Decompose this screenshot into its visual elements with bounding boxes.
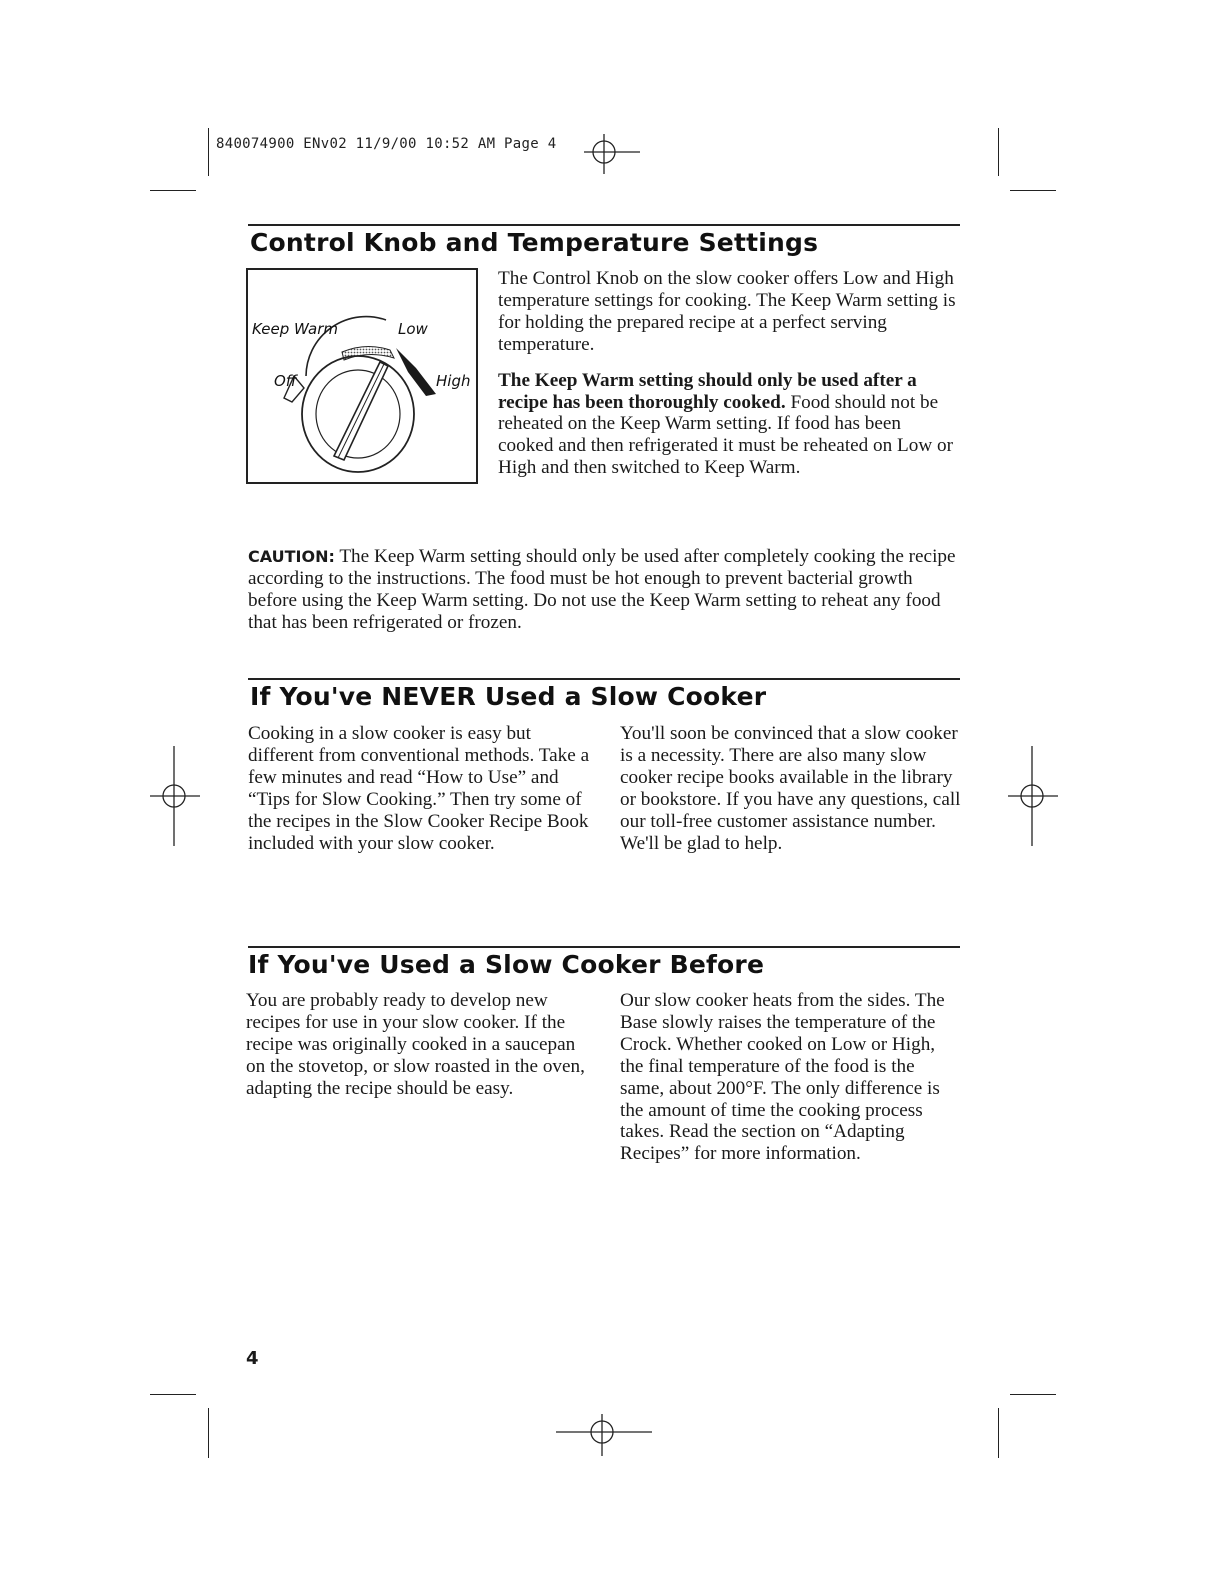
knob-label-keep-warm: Keep Warm [252,320,339,338]
never-used-column-1: Cooking in a slow cooker is easy but different from conventional methods. Take a few minutes and read “How to Use” and “Tips for Slow Cooking.” Then try some of the recipes in the Slow Cooker Recipe Book included with your slow cooker. [248,723,590,854]
keep-warm-warning-rest: Food should not be reheated on the Keep Warm setting. If food has been cooked and then refrigerated it must be reheated on Low or High and then switched to Keep Warm. [498,391,953,479]
crop-mark-bottom-left-vertical [208,1408,209,1458]
used-before-column-1: You are probably ready to develop new recipes for use in your slow cooker. If the recipe was originally cooked in a saucepan on the stovetop, or slow roasted in the oven, adapting the recipe should be easy. [246,990,585,1099]
knob-label-high: High [436,372,471,390]
never-used-column-2: You'll soon be convinced that a slow cooker is a necessity. There are also many slow cooker recipe books available in the library or bookstore. If you have any questions, call our toll-free customer assistance number. We'll be glad to help. [620,723,961,854]
registration-mark-top-icon [584,130,640,180]
control-knob-text [498,268,960,479]
print-slug: 840074900 ENv02 11/9/00 10:52 AM Page 4 [216,136,557,152]
keep-warm-warning-bold: The Keep Warm setting should only be used after a recipe has been thoroughly cooked. [498,369,917,413]
crop-mark-top-left-vertical [208,128,209,176]
section-rule-control-knob [248,224,960,226]
crop-mark-top-right-horizontal [1010,190,1056,191]
knob-label-off: Off [274,372,297,390]
section-rule-never-used [248,678,960,680]
control-knob-paragraph-2 [498,370,960,480]
heading-never-used: If You've NEVER Used a Slow Cooker [250,682,767,711]
crop-mark-top-left-horizontal [150,190,196,191]
page-number: 4 [246,1348,259,1369]
crop-mark-top-right-vertical [998,128,999,176]
crop-mark-bottom-right-vertical [998,1408,999,1458]
control-knob-paragraph-1: The Control Knob on the slow cooker offers Low and High temperature settings for cooking. The Keep Warm setting is for holding the prepared recipe at a perfect serving temperature. [498,268,956,355]
knob-label-low: Low [398,320,428,338]
caution-label: CAUTION: [248,547,335,566]
section-rule-used-before [248,946,960,948]
used-before-column-2: Our slow cooker heats from the sides. The Base slowly raises the temperature of the Crock. Whether cooked on Low or High, the final temperature of the food is the same, about 200°F. The only difference is the amount of time the cooking process takes. Read the section on “Adapting Recipes” for more information. [620,990,945,1165]
control-knob-diagram [246,268,478,484]
heading-control-knob: Control Knob and Temperature Settings [250,228,819,257]
registration-mark-left-icon [148,746,202,846]
crop-mark-bottom-right-horizontal [1010,1394,1056,1395]
caution-text: The Keep Warm setting should only be used after completely cooking the recipe according to the instructions. The food must be hot enough to prevent bacterial growth before using the Keep Warm setting. Do not use the Keep Warm setting to reheat any food that has been refrigerated or frozen. [248,546,956,633]
heading-used-before: If You've Used a Slow Cooker Before [248,950,765,979]
registration-mark-right-icon [1006,746,1060,846]
crop-mark-bottom-left-horizontal [150,1394,196,1395]
caution-paragraph [248,546,960,634]
registration-mark-bottom-icon [556,1408,656,1456]
